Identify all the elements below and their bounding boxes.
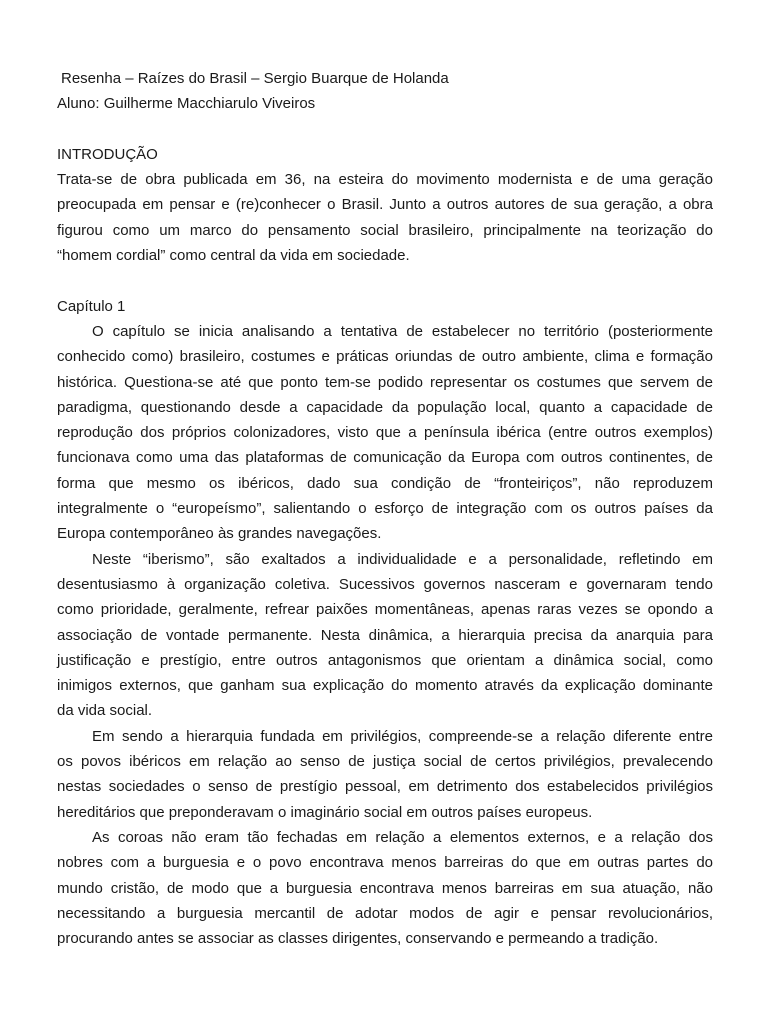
chapter-paragraph — [57, 724, 713, 825]
intro-heading: INTRODUÇÃO — [57, 145, 158, 163]
document-title: Resenha – Raízes do Brasil – Sergio Buarque de Holanda — [61, 70, 449, 87]
chapter-heading: Capítulo 1 — [57, 297, 126, 315]
intro-paragraph — [57, 167, 713, 268]
text-line: “homem cordial” como central da vida em sociedade. — [57, 247, 410, 265]
chapter-paragraph — [57, 825, 713, 951]
text-line: figurou como um marco do pensamento social brasileiro, principalmente na teorização do — [57, 221, 713, 239]
text-line: desentusiasmo à organização coletiva. Sucessivos governos nasceram e governaram tendo — [57, 575, 713, 593]
text-line: reprodução dos próprios colonizadores, visto que a península ibérica (entre outros exemplos) — [57, 424, 713, 442]
text-line: necessitando a burguesia mercantil de adotar modos de agir e pensar revolucionários, — [57, 904, 713, 922]
text-line: inimigos externos, que ganham sua explicação do momento através da explicação dominante — [57, 677, 713, 695]
text-line: nestas sociedades o senso de prestígio pessoal, em detrimento dos estabelecidos privilégios — [57, 778, 713, 796]
text-line: justificação e prestígio, entre outros antagonismos que orientam a dinâmica social, como — [57, 651, 713, 669]
text-line: integralmente o “europeísmo”, salientando o esforço de integração com os outros países da — [57, 500, 713, 518]
spacer — [57, 268, 713, 293]
text-line: histórica. Questiona-se até que ponto tem-se podido representar os costumes que servem de — [57, 373, 713, 391]
text-line: hereditários que preponderavam o imaginário social em outros países europeus. — [57, 803, 593, 821]
text-line: associação de vontade permanente. Nesta dinâmica, a hierarquia precisa da anarquia para — [57, 626, 713, 644]
text-line: os povos ibéricos em relação ao senso de justiça social de certos privilégios, prevalecendo — [57, 753, 713, 771]
text-line: Europa contemporâneo às grandes navegações. — [57, 525, 382, 543]
text-line: Neste “iberismo”, são exaltados a individualidade e a personalidade, refletindo em — [92, 550, 713, 568]
text-line: procurando antes se associar as classes dirigentes, conservando e permeando a tradição. — [57, 930, 659, 948]
text-line: forma que mesmo os ibéricos, dado sua condição de “fronteiriços”, não reproduzem — [57, 474, 713, 492]
text-line: paradigma, questionando desde a capacidade da população local, quanto a capacidade de — [57, 398, 713, 416]
document-page — [57, 66, 713, 951]
chapter-paragraph — [57, 319, 713, 547]
text-line: conhecido como) brasileiro, costumes e práticas oriundas de outro ambiente, clima e formação — [57, 348, 713, 366]
text-line: Em sendo a hierarquia fundada em privilégios, compreende-se a relação diferente entre — [92, 727, 713, 745]
text-line: da vida social. — [57, 702, 153, 720]
text-line: Trata-se de obra publicada em 36, na esteira do movimento modernista e de uma geração — [57, 171, 713, 189]
text-line: preocupada em pensar e (re)conhecer o Brasil. Junto a outros autores de sua geração, a obra — [57, 196, 713, 214]
chapter-paragraph — [57, 547, 713, 724]
text-line: As coroas não eram tão fechadas em relação a elementos externos, e a relação dos — [92, 828, 713, 846]
text-line: funcionava como uma das plataformas de comunicação da Europa com outros continentes, de — [57, 449, 713, 467]
text-line: mundo cristão, de modo que a burguesia encontrava menos barreiras em sua atuação, não — [57, 879, 713, 897]
text-line: nobres com a burguesia e o povo encontrava menos barreiras do que em outras partes do — [57, 854, 713, 872]
text-line: como prioridade, geralmente, refrear paixões momentâneas, apenas raras vezes se opondo a — [57, 601, 713, 619]
text-line: O capítulo se inicia analisando a tentativa de estabelecer no território (posteriormente — [92, 322, 713, 340]
author-line: Aluno: Guilherme Macchiarulo Viveiros — [57, 95, 316, 113]
spacer — [57, 117, 713, 142]
